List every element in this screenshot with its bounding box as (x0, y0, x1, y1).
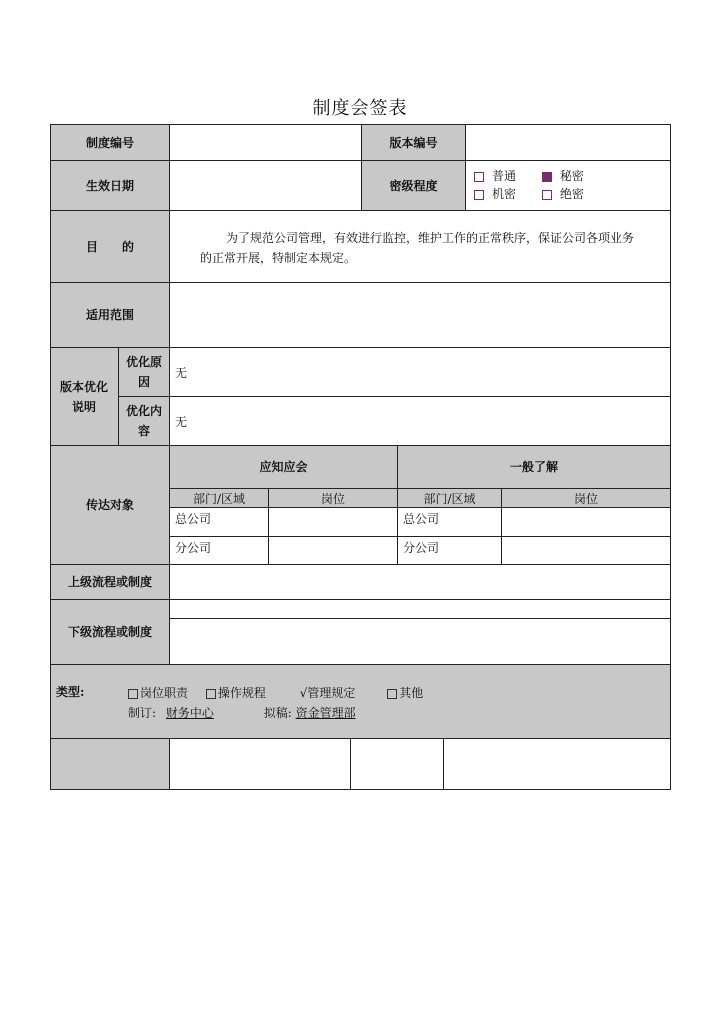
dept-header: 部门/区域 (423, 492, 476, 506)
divider (118, 396, 671, 397)
scope-label: 适用范围 (85, 308, 134, 322)
divider (169, 124, 170, 665)
type-label: 类型: (56, 685, 85, 699)
divider (465, 124, 466, 210)
post-header: 岗位 (320, 492, 345, 506)
divider (350, 738, 351, 790)
branch-cell: 分公司 (403, 541, 440, 555)
secrecy-top-secret-option[interactable]: 绝密 (542, 187, 584, 201)
purpose-label: 目 的 (85, 239, 134, 254)
version-no-label: 版本编号 (389, 135, 438, 150)
branch-cell: 分公司 (175, 541, 212, 555)
hq-cell: 总公司 (175, 512, 212, 526)
post-header: 岗位 (573, 492, 598, 506)
lower-label: 下级流程或制度 (67, 625, 152, 639)
check-mark-icon: √ (299, 686, 308, 700)
purpose-text: 为了规范公司管理，有效进行监控，维护工作的正常秩序，保证公司各项业务的正常开展，特制定本规定。 (200, 231, 635, 265)
version-desc-label: 版本优化说明 (59, 379, 108, 414)
opt-reason-value: 无 (175, 366, 188, 380)
page-title: 制度会签表 (312, 98, 408, 119)
checkbox-icon (387, 689, 397, 699)
upper-label: 上级流程或制度 (67, 575, 152, 589)
divider (169, 738, 170, 790)
divider (443, 738, 444, 790)
opt-reason-label: 优化原因 (125, 355, 162, 389)
checkbox-checked-icon (542, 172, 552, 182)
convey-label: 传达对象 (85, 498, 134, 512)
divider (50, 738, 671, 739)
secrecy-secret-option[interactable]: 秘密 (542, 169, 584, 183)
checkbox-icon (474, 190, 484, 200)
secrecy-normal-option[interactable]: 普通 (474, 167, 538, 185)
opt-content-value: 无 (175, 415, 188, 429)
type-option-management[interactable]: √管理规定 (299, 686, 356, 700)
divider (169, 507, 671, 508)
must-know-header: 应知应会 (259, 460, 308, 474)
type-revise-draft (128, 704, 356, 721)
general-header: 一般了解 (509, 460, 558, 474)
divider (169, 536, 671, 537)
secrecy-confidential-option[interactable]: 机密 (474, 185, 538, 203)
draft-value: 资金管理部 (295, 706, 356, 720)
type-options (128, 684, 423, 701)
checkbox-icon (206, 689, 216, 699)
hq-cell: 总公司 (403, 512, 440, 526)
checkbox-icon (474, 172, 484, 182)
dept-header: 部门/区域 (192, 492, 246, 506)
type-option-other[interactable]: 其他 (387, 686, 423, 700)
divider (169, 488, 671, 489)
revise-label: 制订: (128, 706, 157, 720)
checkbox-icon (128, 689, 138, 699)
checkbox-icon (542, 190, 552, 200)
doc-no-label: 制度编号 (85, 135, 134, 150)
secrecy-label: 密级程度 (389, 178, 438, 193)
type-option-procedure[interactable]: 操作规程 (206, 686, 266, 700)
divider (169, 618, 671, 619)
draft-label: 拟稿: (263, 706, 292, 720)
divider (118, 347, 119, 445)
divider (50, 664, 671, 665)
revise-value: 财务中心 (165, 706, 214, 720)
type-option-post-duty[interactable]: 岗位职责 (128, 686, 188, 700)
opt-content-label: 优化内容 (125, 404, 162, 438)
secrecy-options (474, 167, 664, 203)
effective-date-label: 生效日期 (85, 178, 134, 193)
